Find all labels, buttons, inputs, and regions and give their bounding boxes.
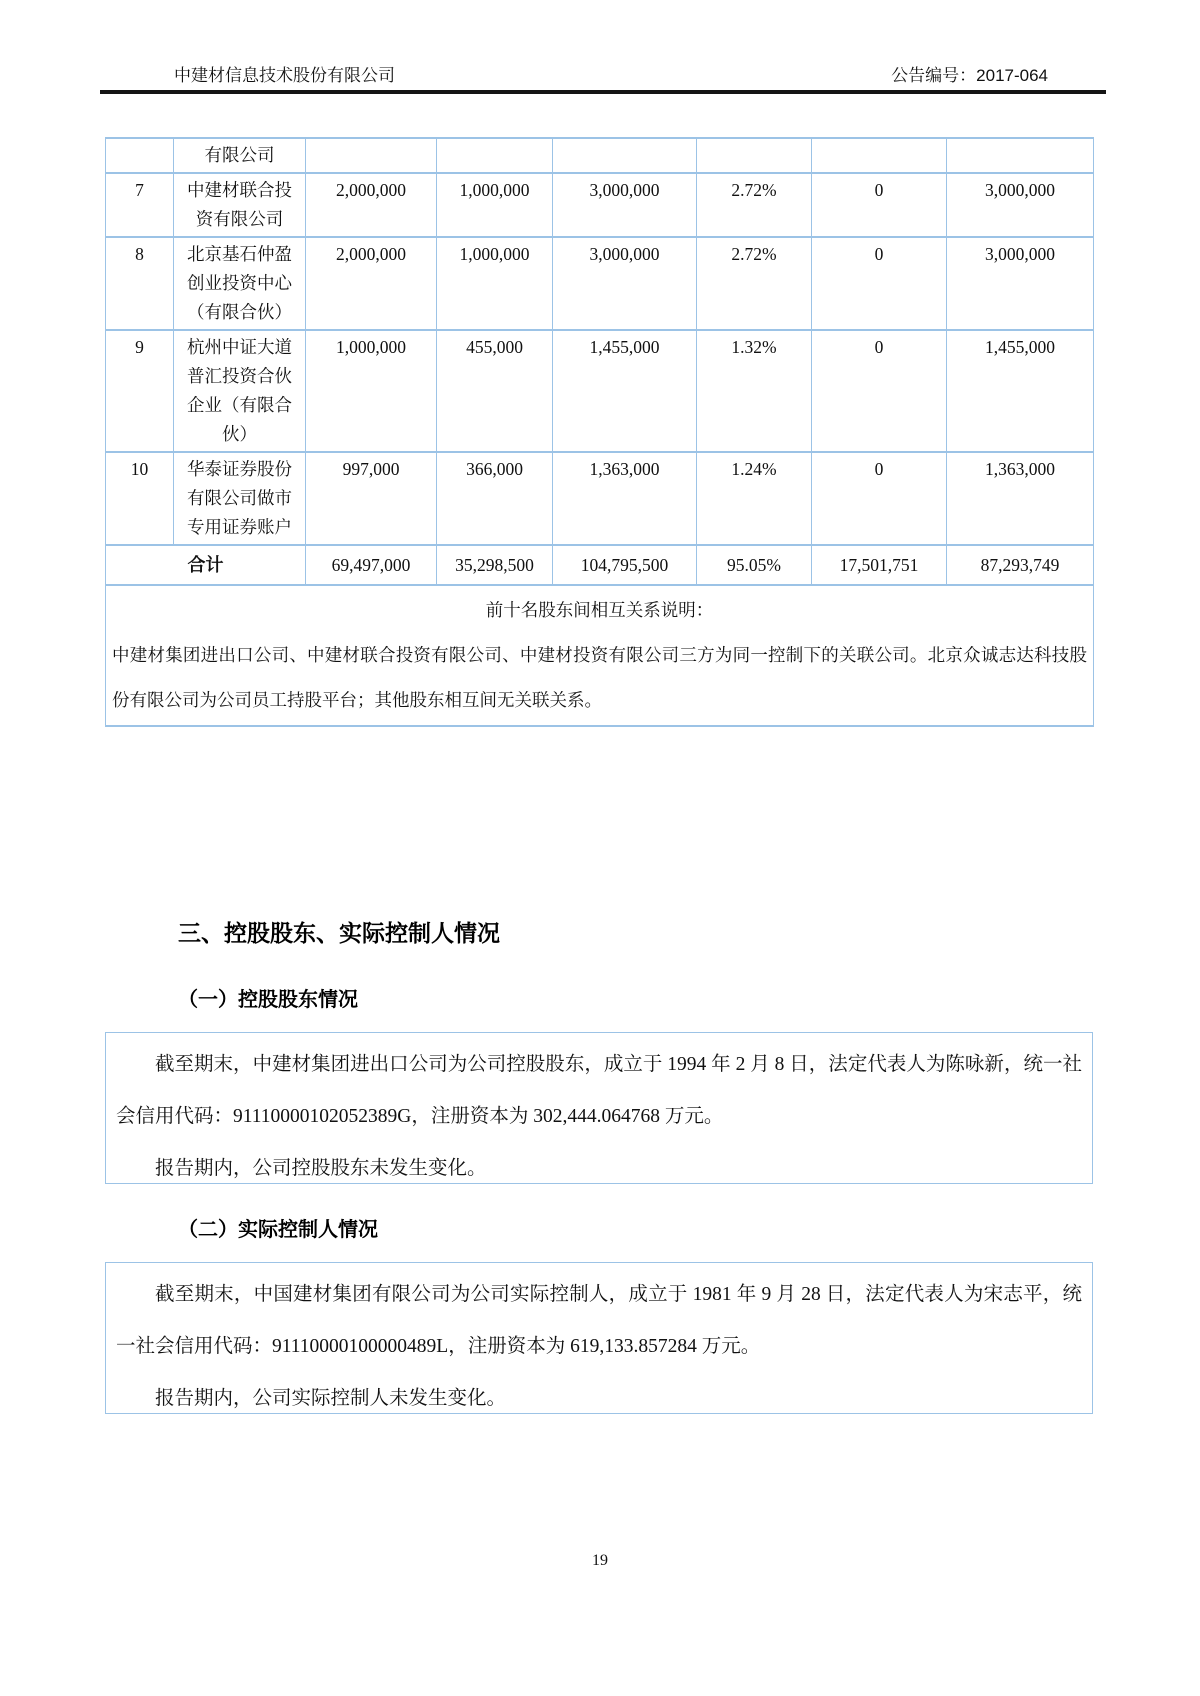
- cell-total-percent: 95.05%: [697, 545, 812, 585]
- cell-empty: [697, 138, 812, 173]
- cell-rank: 7: [106, 173, 174, 237]
- cell-shareholder-name: 华泰证券股份有限公司做市专用证券账户: [174, 452, 306, 545]
- cell-value: 3,000,000: [947, 237, 1094, 330]
- actual-controller-change-note: 报告期内，公司实际控制人未发生变化。: [155, 1388, 507, 1409]
- header-notice-number: [891, 61, 1106, 86]
- page-footer: [0, 1552, 1200, 1570]
- cell-value: 1,455,000: [947, 330, 1094, 452]
- page-header: [100, 58, 1106, 94]
- cell-empty: [437, 138, 553, 173]
- table-row: [106, 330, 1094, 452]
- header-company-name: 中建材信息技术股份有限公司: [174, 66, 395, 85]
- cell-value: 0: [812, 173, 947, 237]
- notes-title: 前十名股东间相互关系说明：: [485, 600, 714, 620]
- cell-empty: [812, 138, 947, 173]
- page-number: 19: [592, 1552, 608, 1569]
- cell-value: 0: [812, 330, 947, 452]
- controlling-shareholder-box: [105, 1032, 1093, 1184]
- cell-empty: [947, 138, 1094, 173]
- cell-percent: 1.24%: [697, 452, 812, 545]
- actual-controller-paragraph: 截至期末，中国建材集团有限公司为公司实际控制人，成立于 1981 年 9 月 28 日，法定代表人为宋志平，统一社会信用代码：91110000100000489L，注册资本为 619,133.857284 万元。: [116, 1284, 1082, 1357]
- subsection-heading-controlling-shareholder: （一）控股股东情况: [178, 987, 358, 1011]
- cell-value: 1,363,000: [947, 452, 1094, 545]
- controlling-shareholder-paragraph: 截至期末，中建材集团进出口公司为公司控股股东，成立于 1994 年 2 月 8 日，法定代表人为陈咏新，统一社会信用代码：91110000102052389G，注册资本为 302,444.064768 万元。: [116, 1054, 1082, 1127]
- cell-total-value: 35,298,500: [437, 545, 553, 585]
- cell-value: 366,000: [437, 452, 553, 545]
- cell-value: 3,000,000: [947, 173, 1094, 237]
- cell-relationship-notes: [106, 585, 1094, 726]
- cell-total-value: 87,293,749: [947, 545, 1094, 585]
- cell-value: 1,000,000: [306, 330, 437, 452]
- cell-value: 1,455,000: [553, 330, 697, 452]
- table-row: [106, 237, 1094, 330]
- cell-value: 3,000,000: [553, 237, 697, 330]
- cell-value: 1,000,000: [437, 237, 553, 330]
- section-heading-controlling-shareholder: 三、控股股东、实际控制人情况: [178, 921, 500, 947]
- cell-value: 0: [812, 237, 947, 330]
- actual-controller-box: [105, 1262, 1093, 1414]
- cell-percent: 1.32%: [697, 330, 812, 452]
- table-total-row: [106, 545, 1094, 585]
- notes-body: 中建材集团进出口公司、中建材联合投资有限公司、中建材投资有限公司三方为同一控制下的关联公司。北京众诚志达科技股份有限公司为公司员工持股平台；其他股东相互间无关联关系。: [112, 645, 1087, 710]
- cell-value: 2,000,000: [306, 173, 437, 237]
- cell-rank: 10: [106, 452, 174, 545]
- cell-percent: 2.72%: [697, 237, 812, 330]
- cell-shareholder-name: 北京基石仲盈创业投资中心（有限合伙）: [174, 237, 306, 330]
- cell-value: 2,000,000: [306, 237, 437, 330]
- cell-value: 997,000: [306, 452, 437, 545]
- controlling-shareholder-change-note: 报告期内，公司控股股东未发生变化。: [155, 1158, 487, 1179]
- cell-value: 455,000: [437, 330, 553, 452]
- cell-percent: 2.72%: [697, 173, 812, 237]
- cell-empty: [306, 138, 437, 173]
- cell-value: 1,363,000: [553, 452, 697, 545]
- cell-value: 1,000,000: [437, 173, 553, 237]
- cell-total-value: 17,501,751: [812, 545, 947, 585]
- table-row: [106, 452, 1094, 545]
- table-notes-row: [106, 585, 1094, 726]
- notice-value: 2017-064: [976, 66, 1048, 85]
- table-row-carryover: [106, 138, 1094, 173]
- cell-total-value: 104,795,500: [553, 545, 697, 585]
- cell-shareholder-name: 中建材联合投资有限公司: [174, 173, 306, 237]
- notice-label: 公告编号：: [891, 66, 977, 85]
- cell-total-label: 合计: [106, 545, 306, 585]
- cell-value: 3,000,000: [553, 173, 697, 237]
- cell-rank: 9: [106, 330, 174, 452]
- shareholders-table: [105, 137, 1094, 727]
- cell-rank: 8: [106, 237, 174, 330]
- cell-empty: [106, 138, 174, 173]
- cell-shareholder-name: 杭州中证大道普汇投资合伙企业（有限合伙）: [174, 330, 306, 452]
- table-row: [106, 173, 1094, 237]
- subsection-heading-actual-controller: （二）实际控制人情况: [178, 1217, 378, 1241]
- cell-total-value: 69,497,000: [306, 545, 437, 585]
- cell-value: 0: [812, 452, 947, 545]
- cell-shareholder-name: 有限公司: [174, 138, 306, 173]
- cell-empty: [553, 138, 697, 173]
